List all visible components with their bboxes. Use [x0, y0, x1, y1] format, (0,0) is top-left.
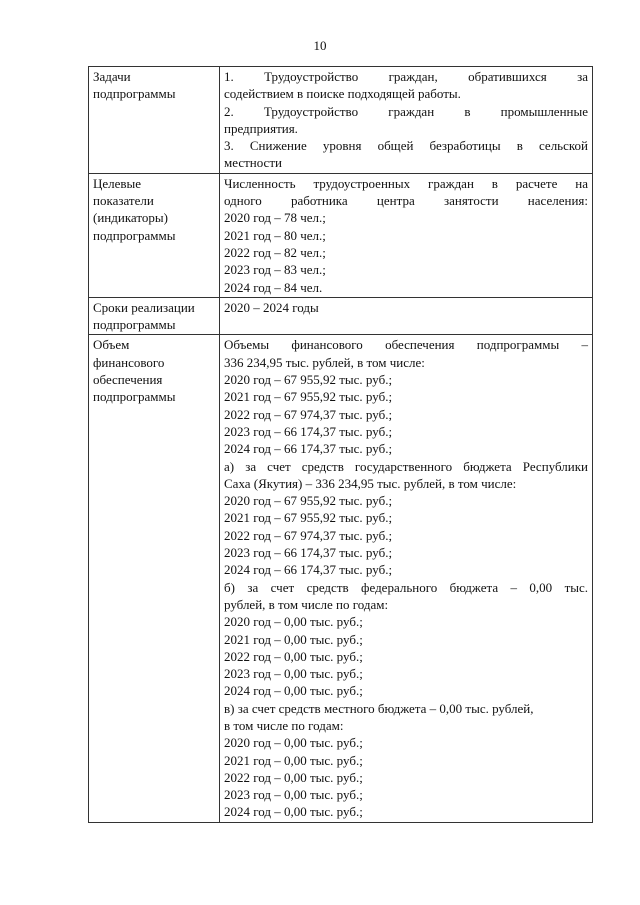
row-content-line: 2022 год – 0,00 тыс. руб.; [224, 648, 363, 664]
row-label-line: подпрограммы [93, 389, 176, 405]
row-label-line: подпрограммы [93, 86, 176, 102]
row-content-line: 2020 год – 78 чел.; [224, 210, 326, 226]
row-content-line: 2021 год – 0,00 тыс. руб.; [224, 631, 363, 647]
row-label-line: Задачи [93, 69, 131, 84]
page-number: 10 [313, 38, 327, 53]
table-body [89, 67, 593, 823]
row-label-cell [89, 335, 220, 822]
row-content-line: 2023 год – 66 174,37 тыс. руб.; [224, 423, 393, 439]
row-content-line: 2022 год – 0,00 тыс. руб.; [224, 769, 363, 785]
row-content-line: 2. Трудоустройство граждан в промышленные [224, 103, 588, 119]
row-content-line: 2023 год – 83 чел.; [224, 262, 326, 278]
row-content-line: 336 234,95 тыс. рублей, в том числе: [224, 354, 425, 370]
row-label-line: Сроки реализации [93, 299, 195, 315]
row-content-line: б) за счет средств федерального бюджета – 0,00 тыс. [224, 579, 588, 595]
row-content-line: 2024 год – 0,00 тыс. руб.; [224, 683, 363, 699]
row-label-line: обеспечения [93, 372, 163, 388]
row-content-line: Саха (Якутия) – 336 234,95 тыс. рублей, в том числе: [224, 475, 517, 491]
row-content-line: местности [224, 155, 282, 171]
row-content-line: 2024 год – 66 174,37 тыс. руб.; [224, 562, 393, 578]
row-content-line: 2020 год – 0,00 тыс. руб.; [224, 614, 363, 630]
row-content-line: 2023 год – 0,00 тыс. руб.; [224, 787, 363, 803]
row-content-line: 2024 год – 66 174,37 тыс. руб.; [224, 441, 393, 457]
row-content-line: рублей, в том числе по годам: [224, 596, 389, 612]
row-label-line: Объем [93, 337, 130, 353]
row-content-line: 2023 год – 0,00 тыс. руб.; [224, 666, 363, 682]
row-label-cell [89, 173, 220, 297]
row-content-line: Численность трудоустроенных граждан в расчете на [224, 175, 588, 191]
row-content-line: в) за счет средств местного бюджета – 0,00 тыс. рублей, [224, 700, 534, 716]
row-content-cell [220, 173, 593, 297]
row-content-line: 2020 – 2024 годы [224, 299, 319, 315]
table-row [89, 297, 593, 335]
row-content-cell [220, 67, 593, 174]
table-row [89, 67, 593, 174]
row-content-line: Объемы финансового обеспечения подпрограммы – [224, 337, 588, 353]
row-content-line: 2020 год – 67 955,92 тыс. руб.; [224, 493, 393, 509]
row-label-line: подпрограммы [93, 227, 176, 243]
row-content-line: 2020 год – 0,00 тыс. руб.; [224, 735, 363, 751]
row-label-cell [89, 297, 220, 335]
row-content-line: 2021 год – 0,00 тыс. руб.; [224, 752, 363, 768]
row-content-line: одного работника центра занятости населения: [224, 193, 588, 209]
row-label-line: показатели [93, 193, 154, 209]
row-content-line: 2021 год – 67 955,92 тыс. руб.; [224, 510, 393, 526]
row-content-line: 2022 год – 67 974,37 тыс. руб.; [224, 527, 393, 543]
row-content-line: 2021 год – 80 чел.; [224, 227, 326, 243]
subprogram-passport-table [88, 66, 593, 823]
table-row [89, 335, 593, 822]
row-content-line: 3. Снижение уровня общей безработицы в сельской [224, 138, 588, 154]
row-content-line: 2022 год – 67 974,37 тыс. руб.; [224, 406, 393, 422]
row-content-cell [220, 335, 593, 822]
row-label-line: подпрограммы [93, 317, 176, 333]
row-content-line: 2022 год – 82 чел.; [224, 244, 326, 260]
row-content-line: 2023 год – 66 174,37 тыс. руб.; [224, 545, 393, 561]
row-label-line: Целевые [93, 175, 142, 191]
row-content-line: 2024 год – 0,00 тыс. руб.; [224, 804, 363, 820]
row-label-cell [89, 67, 220, 174]
row-content-line: а) за счет средств государственного бюджета Республики [224, 458, 588, 474]
row-content-line: предприятия. [224, 120, 298, 136]
row-content-cell [220, 297, 593, 335]
row-content-line: 2021 год – 67 955,92 тыс. руб.; [224, 389, 393, 405]
row-content-line: 2024 год – 84 чел. [224, 279, 323, 295]
row-label-line: (индикаторы) [93, 210, 168, 226]
row-content-line: в том числе по годам: [224, 717, 344, 733]
row-content-line: содействием в поиске подходящей работы. [224, 86, 461, 102]
row-label-line: финансового [93, 354, 165, 370]
table-row [89, 173, 593, 297]
row-content-line: 1. Трудоустройство граждан, обратившихся за [224, 69, 588, 84]
row-content-line: 2020 год – 67 955,92 тыс. руб.; [224, 372, 393, 388]
